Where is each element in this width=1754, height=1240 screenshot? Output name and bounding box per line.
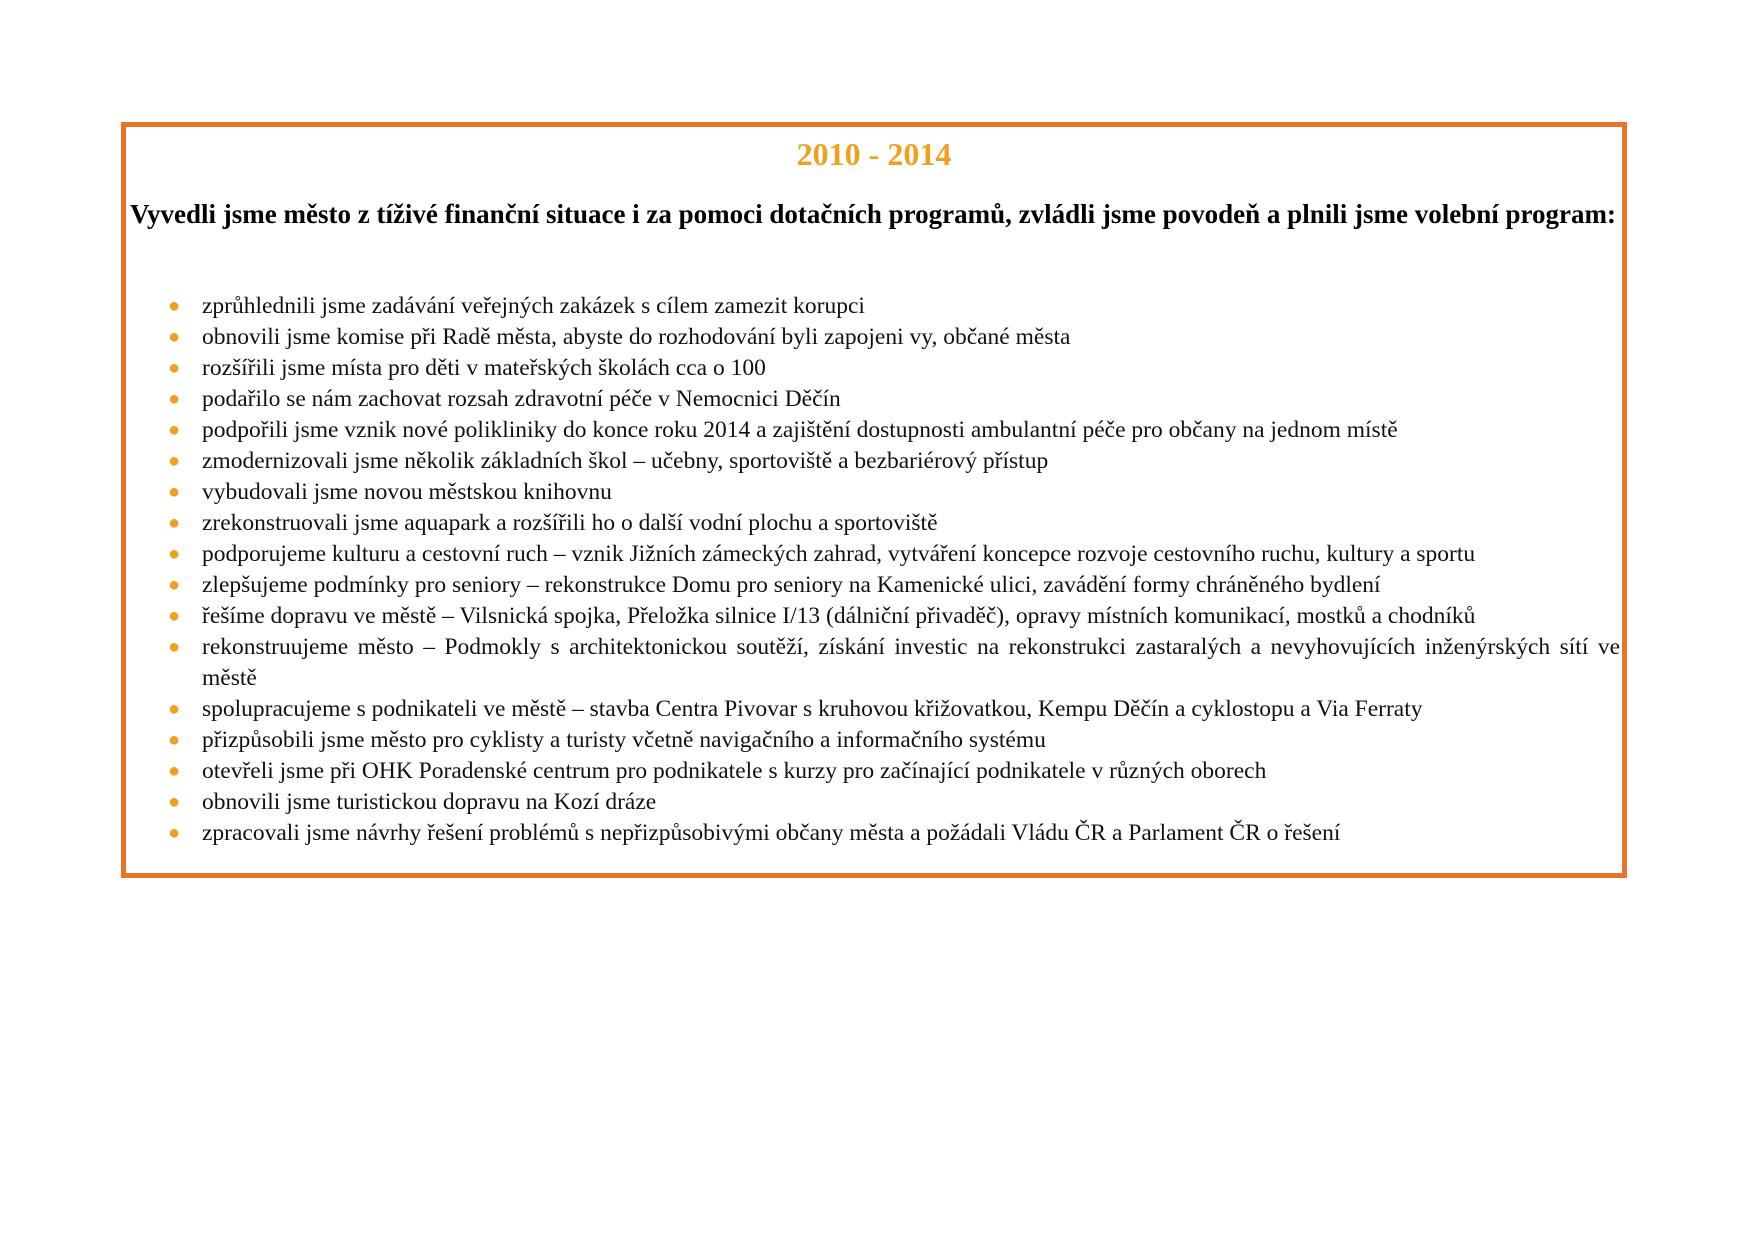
- list-item-text: přizpůsobili jsme město pro cyklisty a turisty včetně navigačního a informačního systému: [202, 727, 1046, 753]
- list-item: [126, 694, 1622, 725]
- list-item: [126, 291, 1622, 322]
- bullet-dot-icon: ●: [168, 543, 181, 565]
- intro-paragraph: Vyvedli jsme město z tíživé finanční situace i za pomoci dotačních programů, zvládli jsme povodeň a plnili jsme volební program:: [130, 199, 1616, 229]
- list-item: [126, 508, 1622, 539]
- bullet-dot-icon: ●: [168, 636, 181, 658]
- list-item: [126, 539, 1622, 570]
- list-item-text: zpracovali jsme návrhy řešení problémů s nepřizpůsobivými občany města a požádali Vládu ČR a Parlament ČR o řešení: [202, 820, 1341, 846]
- list-item-text: obnovili jsme komise při Radě města, abyste do rozhodování byli zapojeni vy, občané města: [202, 324, 1071, 350]
- achievements-list: [126, 291, 1622, 849]
- list-item: [126, 415, 1622, 446]
- list-item: [126, 322, 1622, 353]
- list-item: [126, 632, 1622, 694]
- bullet-dot-icon: ●: [168, 388, 181, 410]
- bullet-dot-icon: ●: [168, 357, 181, 379]
- list-item: [126, 818, 1622, 849]
- list-item: [126, 384, 1622, 415]
- list-item-text: zprůhlednili jsme zadávání veřejných zakázek s cílem zamezit korupci: [202, 293, 865, 319]
- bullet-dot-icon: ●: [168, 698, 181, 720]
- list-item-text: rekonstruujeme město – Podmokly s architektonickou soutěží, získání investic na rekonstrukci zastaralých a nevyhovujících inženýrských sítí ve městě: [202, 634, 1620, 691]
- bullet-dot-icon: ●: [168, 822, 181, 844]
- period-heading: 2010 - 2014: [796, 136, 952, 172]
- bullet-dot-icon: ●: [168, 295, 181, 317]
- orange-frame: [121, 122, 1627, 878]
- bullet-dot-icon: ●: [168, 574, 181, 596]
- list-item-text: rozšířili jsme místa pro děti v mateřských školách cca o 100: [202, 355, 766, 381]
- bullet-dot-icon: ●: [168, 481, 181, 503]
- list-item-text: podařilo se nám zachovat rozsah zdravotní péče v Nemocnici Děčín: [202, 386, 841, 412]
- list-item-text: podpořili jsme vznik nové polikliniky do konce roku 2014 a zajištění dostupnosti ambulantní péče pro občany na jednom místě: [202, 417, 1398, 443]
- list-item-text: zlepšujeme podmínky pro seniory – rekonstrukce Domu pro seniory na Kamenické ulici, zavádění formy chráněného bydlení: [202, 572, 1381, 598]
- list-item-text: zrekonstruovali jsme aquapark a rozšířili ho o další vodní plochu a sportoviště: [202, 510, 938, 536]
- list-item-text: otevřeli jsme při OHK Poradenské centrum pro podnikatele s kurzy pro začínající podnikatele v různých oborech: [202, 758, 1267, 784]
- list-item: [126, 353, 1622, 384]
- bullet-dot-icon: ●: [168, 791, 181, 813]
- list-item: [126, 477, 1622, 508]
- bullet-dot-icon: ●: [168, 326, 181, 348]
- bullet-dot-icon: ●: [168, 605, 181, 627]
- list-item-text: vybudovali jsme novou městskou knihovnu: [202, 479, 612, 505]
- list-item-text: obnovili jsme turistickou dopravu na Kozí dráze: [202, 789, 657, 815]
- list-item: [126, 787, 1622, 818]
- bullet-dot-icon: ●: [168, 419, 181, 441]
- bullet-dot-icon: ●: [168, 729, 181, 751]
- list-item-text: spolupracujeme s podnikateli ve městě – stavba Centra Pivovar s kruhovou křižovatkou, Kempu Děčín a cyklostopu a Via Ferraty: [202, 696, 1423, 722]
- list-item: [126, 756, 1622, 787]
- bullet-dot-icon: ●: [168, 512, 181, 534]
- list-item: [126, 725, 1622, 756]
- list-item: [126, 601, 1622, 632]
- list-item: [126, 446, 1622, 477]
- list-item-text: řešíme dopravu ve městě – Vilsnická spojka, Přeložka silnice I/13 (dálniční přivaděč), opravy místních komunikací, mostků a chodníků: [202, 603, 1476, 629]
- bullet-dot-icon: ●: [168, 450, 181, 472]
- list-item: [126, 570, 1622, 601]
- list-item-text: podporujeme kulturu a cestovní ruch – vznik Jižních zámeckých zahrad, vytváření koncepce rozvoje cestovního ruchu, kultury a sportu: [202, 541, 1476, 567]
- list-item-text: zmodernizovali jsme několik základních škol – učebny, sportoviště a bezbariérový přístup: [202, 448, 1049, 474]
- bullet-dot-icon: ●: [168, 760, 181, 782]
